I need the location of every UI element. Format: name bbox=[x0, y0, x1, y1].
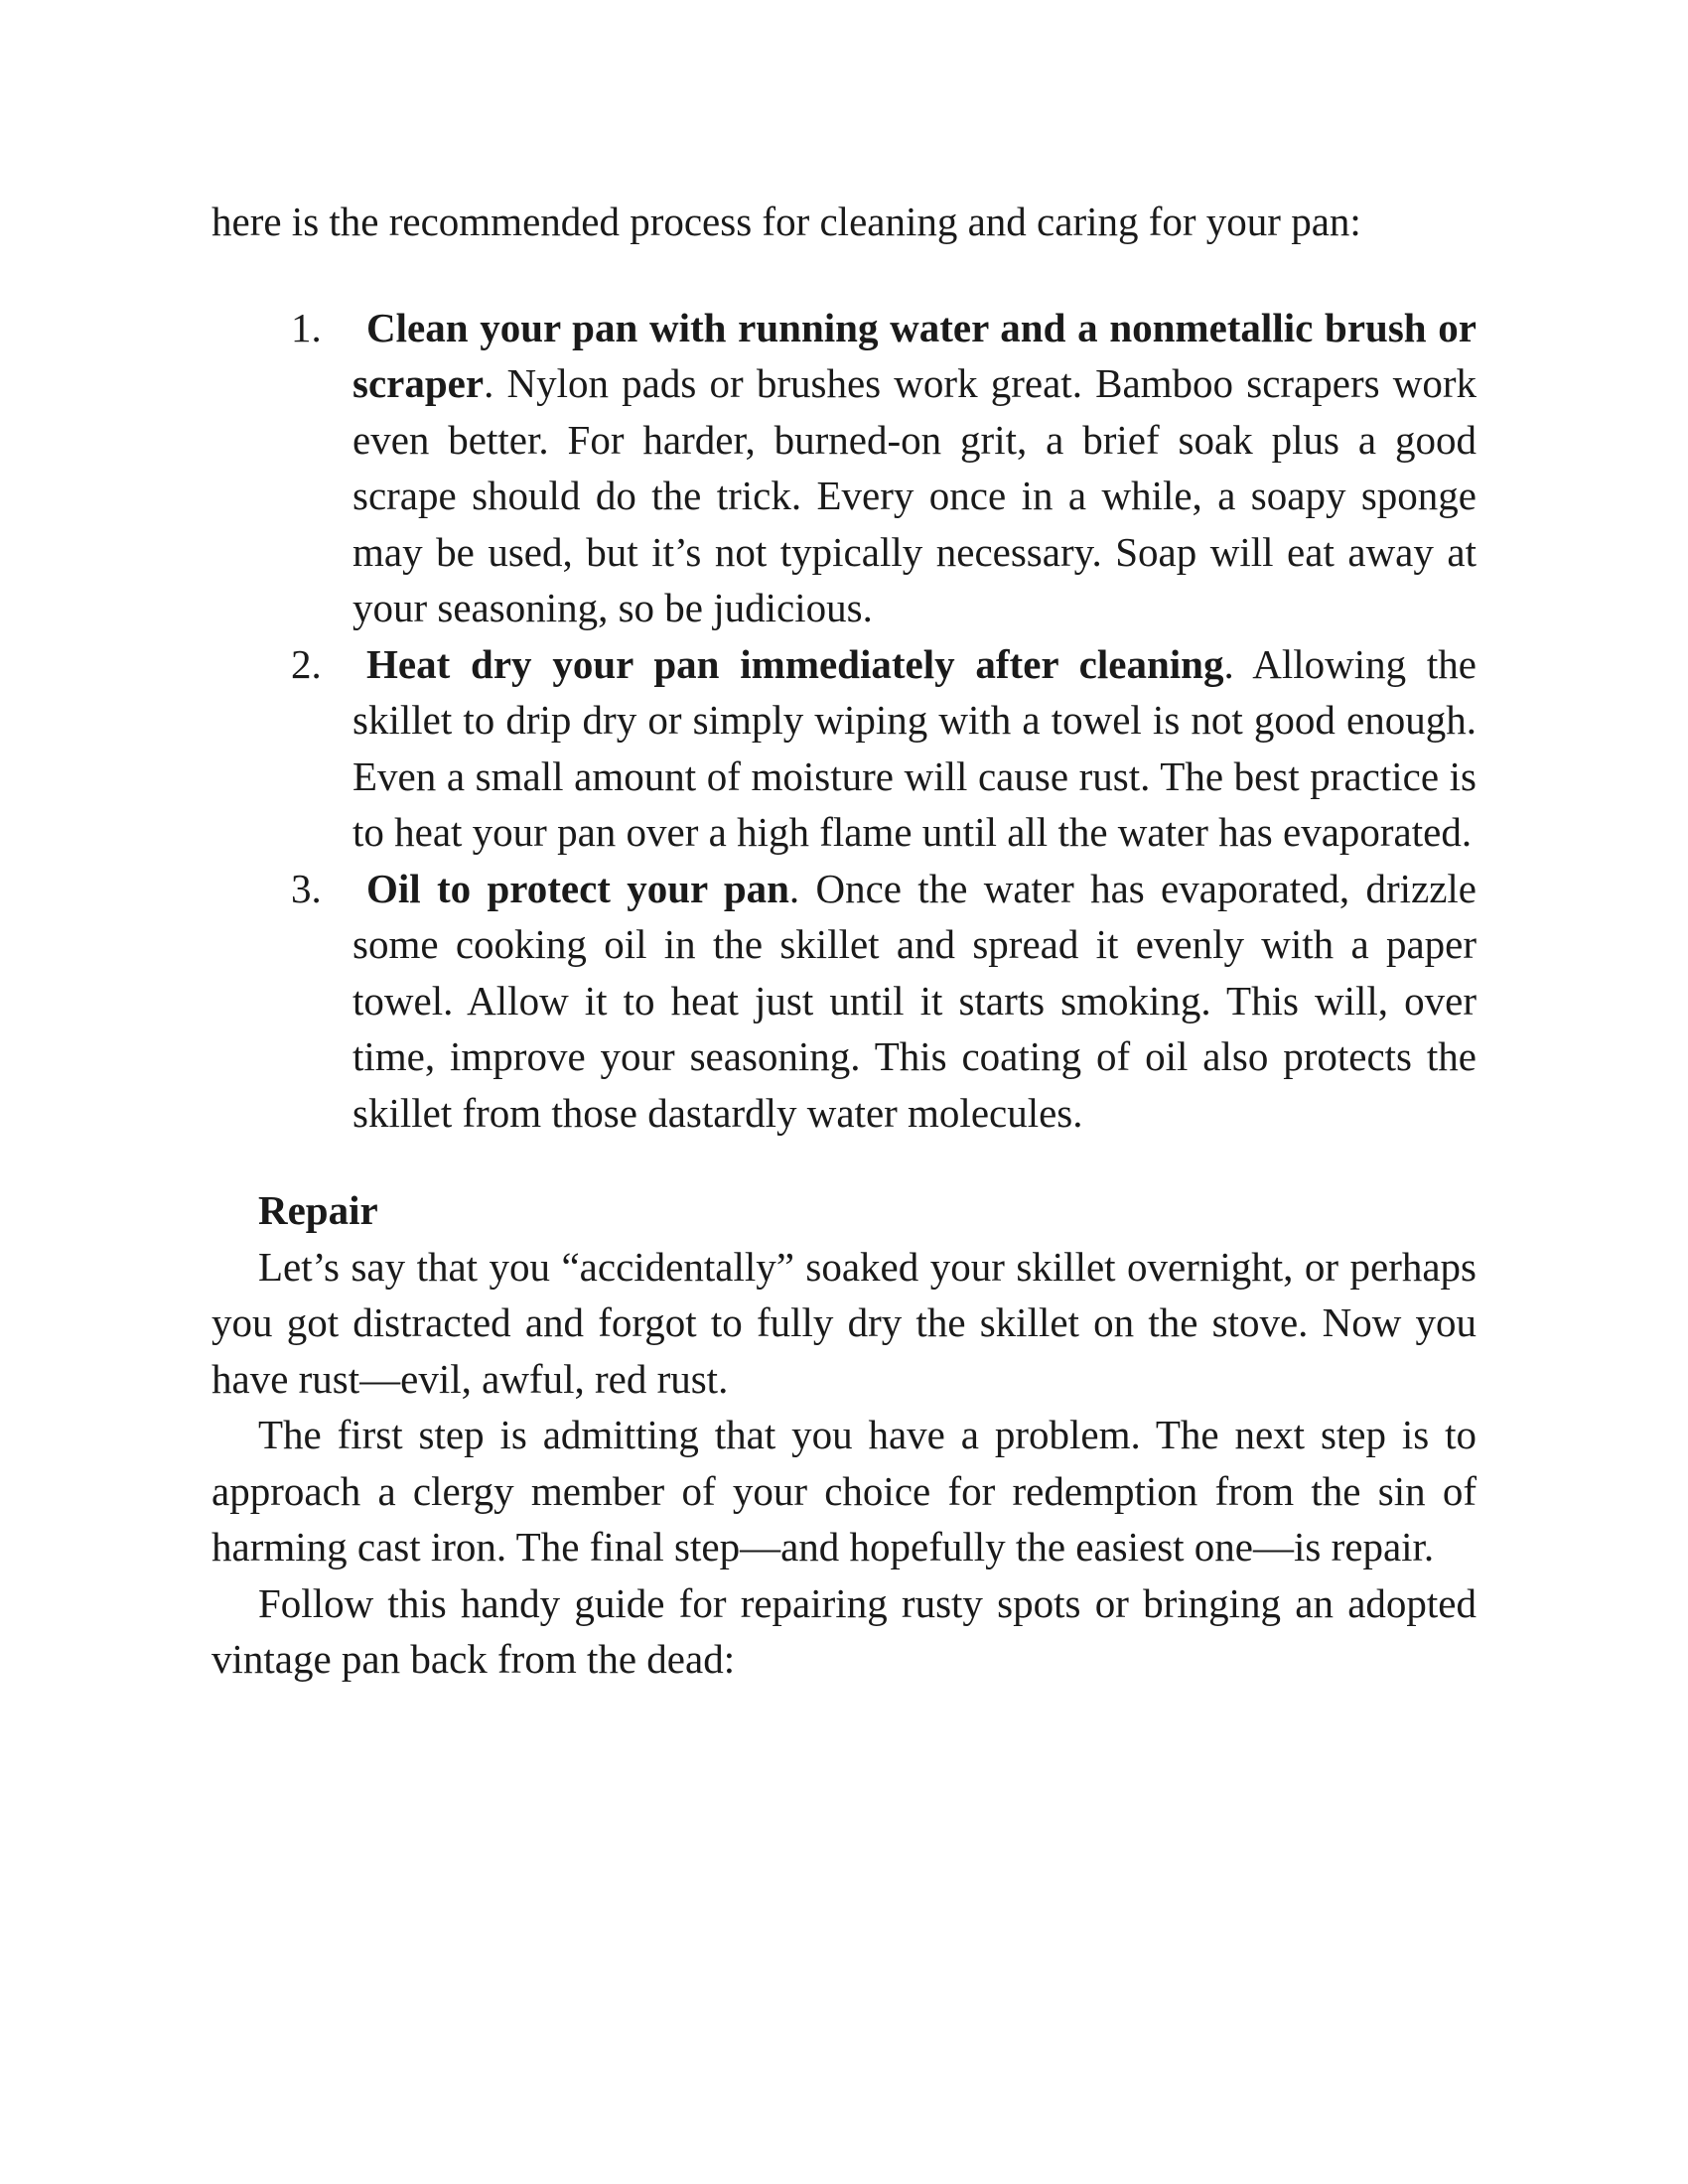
step-body: . Allowing the skillet to drip dry or simply wiping with a towel is not good enough. Even a small amount of moisture will cause rust. The best practice is to heat your pan over a high flame until all the water has evaporated. bbox=[352, 640, 1477, 855]
step-body: . Once the water has evaporated, drizzle some cooking oil in the skillet and spread it evenly with a paper towel. Allow it to heat just until it starts smoking. This will, over time, improve your seasoning. This coating of oil also protects the skillet from those dastardly water molecules. bbox=[352, 865, 1477, 1136]
list-item bbox=[211, 636, 1477, 861]
intro-paragraph: here is the recommended process for cleaning and caring for your pan: bbox=[211, 199, 1361, 244]
list-item bbox=[211, 861, 1477, 1142]
care-steps-list bbox=[211, 300, 1477, 1142]
step-lead: Oil to protect your pan bbox=[366, 865, 789, 911]
step-body: . Nylon pads or brushes work great. Bamboo scrapers work even better. For harder, burned-on grit, a brief soak plus a good scrape should do the trick. Every once in a while, a soapy sponge may be used, but it’s not typically necessary. Soap will eat away at your seasoning, so be judicious. bbox=[352, 360, 1477, 630]
step-lead: Clean your pan with running water and a nonmetallic brush or scraper bbox=[352, 304, 1477, 406]
repair-paragraph: Let’s say that you “accidentally” soaked your skillet overnight, or perhaps you got distracted and forgot to fully dry the skillet on the stove. Now you have rust—evil, awful, red rust. bbox=[211, 1243, 1477, 1402]
step-lead: Heat dry your pan immediately after cleaning bbox=[366, 640, 1224, 687]
section-heading: Repair bbox=[258, 1187, 378, 1233]
repair-paragraph: The first step is admitting that you have a problem. The next step is to approach a clergy member of your choice for redemption from the sin of harming cast iron. The final step—and hopefully the easiest one—is repair. bbox=[211, 1412, 1477, 1570]
page-content bbox=[211, 194, 1477, 1688]
step-number: 1. bbox=[291, 304, 322, 350]
list-item bbox=[211, 300, 1477, 636]
repair-paragraph: Follow this handy guide for repairing rusty spots or bringing an adopted vintage pan back from the dead: bbox=[211, 1579, 1477, 1682]
step-number: 2. bbox=[291, 640, 322, 687]
step-number: 3. bbox=[291, 865, 322, 911]
